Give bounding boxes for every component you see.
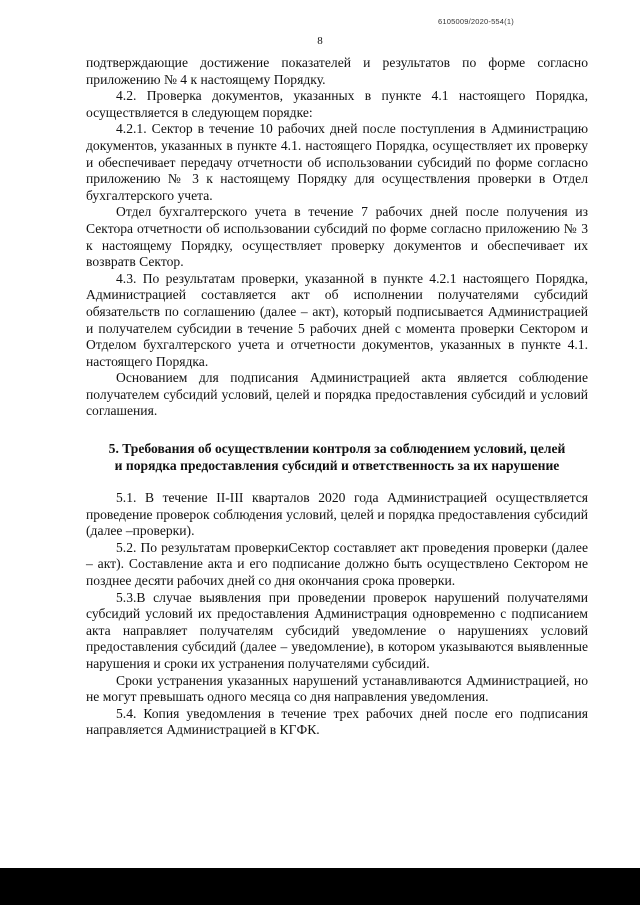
paragraph-4-2-1: 4.2.1. Сектор в течение 10 рабочих дней после поступления в Администрацию документов, указанных в пункте 4.1. настоящего Порядка, осуществляет их проверку и обеспечивает передачу отчетности об использовании субсидий по форме согласно приложению № 3 к настоящему Порядку для осуществления проверки в Отдел бухгалтерского учета. [86,121,588,203]
document-body [86,55,588,739]
paragraph-grounds: Основанием для подписания Администрацией акта является соблюдение получателем субсидий условий, целей и порядка предоставления субсидий и условий соглашения. [86,370,588,419]
paragraph-5-2: 5.2. По результатам проверкиСектор составляет акт проведения проверки (далее – акт). Составление акта и его подписание должно быть осуществлено Сектором не позднее десяти рабочих дней со дня окончания срока проверки. [86,539,588,589]
paragraph-5-1: 5.1. В течение II-III кварталов 2020 года Администрацией осуществляется проведение проверок соблюдения условий, целей и порядка предоставления субсидий (далее –проверки). [86,490,588,539]
paragraph-4-3: 4.3. По результатам проверки, указанной в пункте 4.2.1 настоящего Порядка, Администрацией составляется акт об исполнении получателями субсидий обязательств по соглашению (далее – акт), который подписывается Администрацией и получателем субсидии в течение 5 рабочих дней с момента проверки Сектором и Отделом бухгалтерского учета и отчетности документов, указанных в пункте 4.1. настоящего Порядка. [86,270,588,369]
paragraph-accounting: Отдел бухгалтерского учета в течение 7 рабочих дней после получения из Сектора отчетности об использовании субсидий по форме согласно приложению № 3 к настоящему Порядку, осуществляет проверку документов и обеспечивает их возвратв Сектор. [86,204,588,270]
section-5-title: 5. Требования об осуществлении контроля за соблюдением условий, целей и порядка предоставления субсидий и ответственность за их нарушение [108,441,566,474]
paragraph: подтверждающие достижение показателей и результатов по форме согласно приложению № 4 к настоящему Порядку. [86,55,588,87]
page-number: 8 [317,35,323,47]
paragraph-5-3: 5.3.В случае выявления при проведении проверок нарушений получателями субсидий условий их предоставления Администрация одновременно с подписанием акта направляет получателям субсидий уведомление о нарушениях условий предоставления субсидий (далее – уведомление), в котором указываются выявленные нарушения и сроки их устранения получателями субсидий. [86,589,588,671]
paragraph-5-4: 5.4. Копия уведомления в течение трех рабочих дней после его подписания направляется Администрацией в КГФК. [86,705,588,738]
scan-bottom-band [0,868,640,905]
paragraph-4-2: 4.2. Проверка документов, указанных в пункте 4.1 настоящего Порядка, осуществляется в следующем порядке: [86,88,588,120]
document-code: 6105009/2020-554(1) [438,17,514,26]
paragraph-deadlines: Сроки устранения указанных нарушений устанавливаются Администрацией, но не могут превышать одного месяца со дня направления уведомления. [86,672,588,705]
